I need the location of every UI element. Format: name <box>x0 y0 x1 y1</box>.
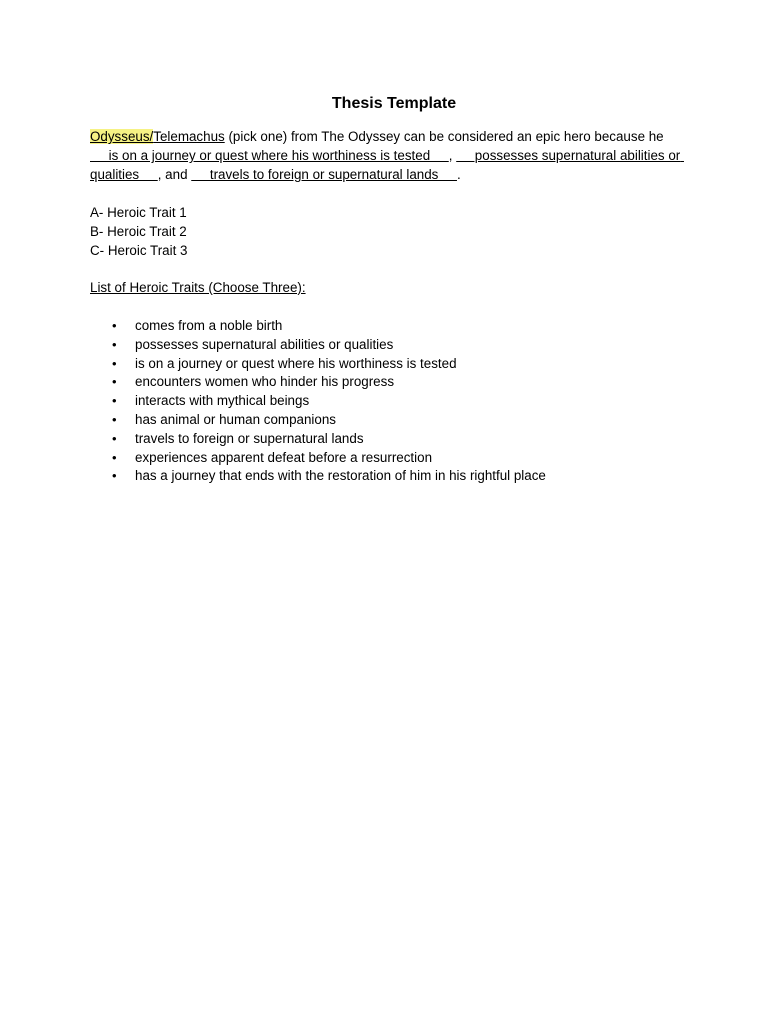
list-item-text: encounters women who hinder his progress <box>135 374 395 390</box>
separator-2: , and <box>157 167 192 182</box>
bullet-icon: • <box>112 374 117 390</box>
list-item-text: experiences apparent defeat before a resurrection <box>135 449 433 465</box>
choice-telemachus[interactable]: Telemachus <box>153 129 225 144</box>
trait-labels <box>90 203 690 260</box>
list-item-text: interacts with mythical beings <box>135 393 310 409</box>
list-item <box>90 429 690 448</box>
trait-label-b: B- Heroic Trait 2 <box>90 224 187 239</box>
bullet-icon: • <box>112 468 117 484</box>
list-item-text: comes from a noble birth <box>135 318 283 333</box>
list-item-text: travels to foreign or supernatural lands <box>135 430 364 446</box>
list-item <box>90 391 690 410</box>
bullet-icon: • <box>112 411 117 427</box>
bullet-icon: • <box>112 393 117 409</box>
list-item <box>90 466 690 485</box>
blank-trait-2[interactable]: possesses supernatural abilities or qualities <box>90 148 684 182</box>
trait-label-a: A- Heroic Trait 1 <box>90 205 187 220</box>
page-title: Thesis Template <box>331 95 457 112</box>
blank-trait-3[interactable]: travels to foreign or supernatural lands <box>191 167 457 182</box>
list-item-text: has a journey that ends with the restoration of him in his rightful place <box>135 468 546 484</box>
list-item <box>90 316 690 335</box>
list-heading: List of Heroic Traits (Choose Three): <box>90 280 306 295</box>
list-item-text: is on a journey or quest where his worthiness is tested <box>135 355 457 371</box>
list-item <box>90 335 690 354</box>
bullet-icon: • <box>112 336 117 352</box>
list-item-text: possesses supernatural abilities or qualities <box>135 336 394 352</box>
list-item <box>90 372 690 391</box>
list-item <box>90 448 690 467</box>
list-item <box>90 354 690 373</box>
choice-odysseus[interactable]: Odysseus/ <box>90 129 154 144</box>
trait-label-c: C- Heroic Trait 3 <box>90 243 188 258</box>
list-item-text: has animal or human companions <box>135 411 336 427</box>
blank-trait-1[interactable]: is on a journey or quest where his worthiness is tested <box>90 148 449 163</box>
thesis-paragraph <box>90 127 690 184</box>
thesis-text: (pick one) from The Odyssey can be considered an epic hero because he <box>224 129 664 144</box>
list-item <box>90 410 690 429</box>
bullet-icon: • <box>112 430 117 446</box>
heroic-traits-list <box>90 316 690 485</box>
bullet-icon: • <box>112 318 117 333</box>
bullet-icon: • <box>112 449 117 465</box>
separator-1: , <box>448 148 457 163</box>
document-body <box>90 93 690 485</box>
thesis-end: . <box>456 167 461 182</box>
bullet-icon: • <box>112 355 117 371</box>
